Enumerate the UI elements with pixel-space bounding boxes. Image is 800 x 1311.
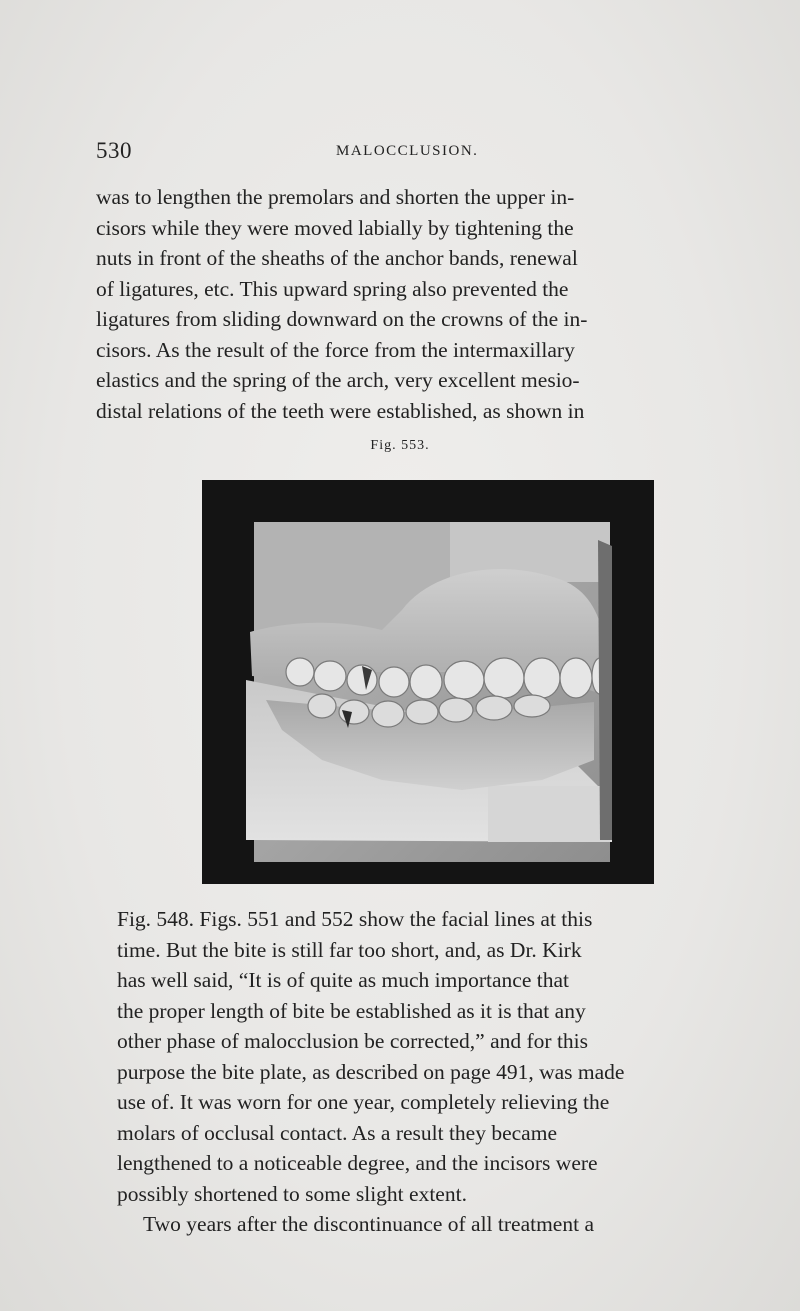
page-number: 530 — [96, 138, 132, 163]
text-line: purpose the bite plate, as described on page 491, was made — [117, 1059, 625, 1084]
text-line: elastics and the spring of the arch, very excellent mesio- — [96, 368, 580, 392]
text-line: lengthened to a noticeable degree, and the incisors were — [117, 1151, 598, 1175]
text-line: cisors while they were moved labially by tightening the — [96, 215, 574, 240]
text-line: cisors. As the result of the force from the intermaxillary — [96, 337, 575, 362]
text-line: possibly shortened to some slight extent. — [117, 1181, 467, 1206]
text-line: has well said, “It is of quite as much importance that — [117, 968, 569, 992]
text-line: of ligatures, etc. This upward spring also prevented the — [96, 276, 569, 301]
paragraph-top — [96, 182, 732, 426]
text-line: was to lengthen the premolars and shorten the upper in- — [96, 185, 575, 209]
text-line: other phase of malocclusion be corrected,” and for this — [117, 1029, 589, 1053]
figure-label: Fig. 553. — [370, 438, 430, 453]
text-line: Fig. 548. Figs. 551 and 552 show the facial lines at this — [117, 907, 593, 931]
text-line-new-paragraph: Two years after the discontinuance of all treatment a — [143, 1212, 594, 1236]
paragraph-bottom — [117, 904, 749, 1240]
text-line: ligatures from sliding downward on the crowns of the in- — [96, 307, 588, 331]
text-line: molars of occlusal contact. As a result they became — [117, 1120, 557, 1145]
dental-model-photo — [202, 480, 654, 884]
text-line: nuts in front of the sheaths of the anchor bands, renewal — [96, 246, 578, 270]
text-line: use of. It was worn for one year, completely relieving the — [117, 1090, 610, 1114]
text-line: the proper length of bite be established as it is that any — [117, 998, 586, 1023]
running-head — [96, 138, 736, 168]
text-line: distal relations of the teeth were established, as shown in — [96, 398, 585, 423]
running-title: MALOCCLUSION. — [336, 143, 479, 159]
text-line: time. But the bite is still far too short, and, as Dr. Kirk — [117, 937, 582, 962]
